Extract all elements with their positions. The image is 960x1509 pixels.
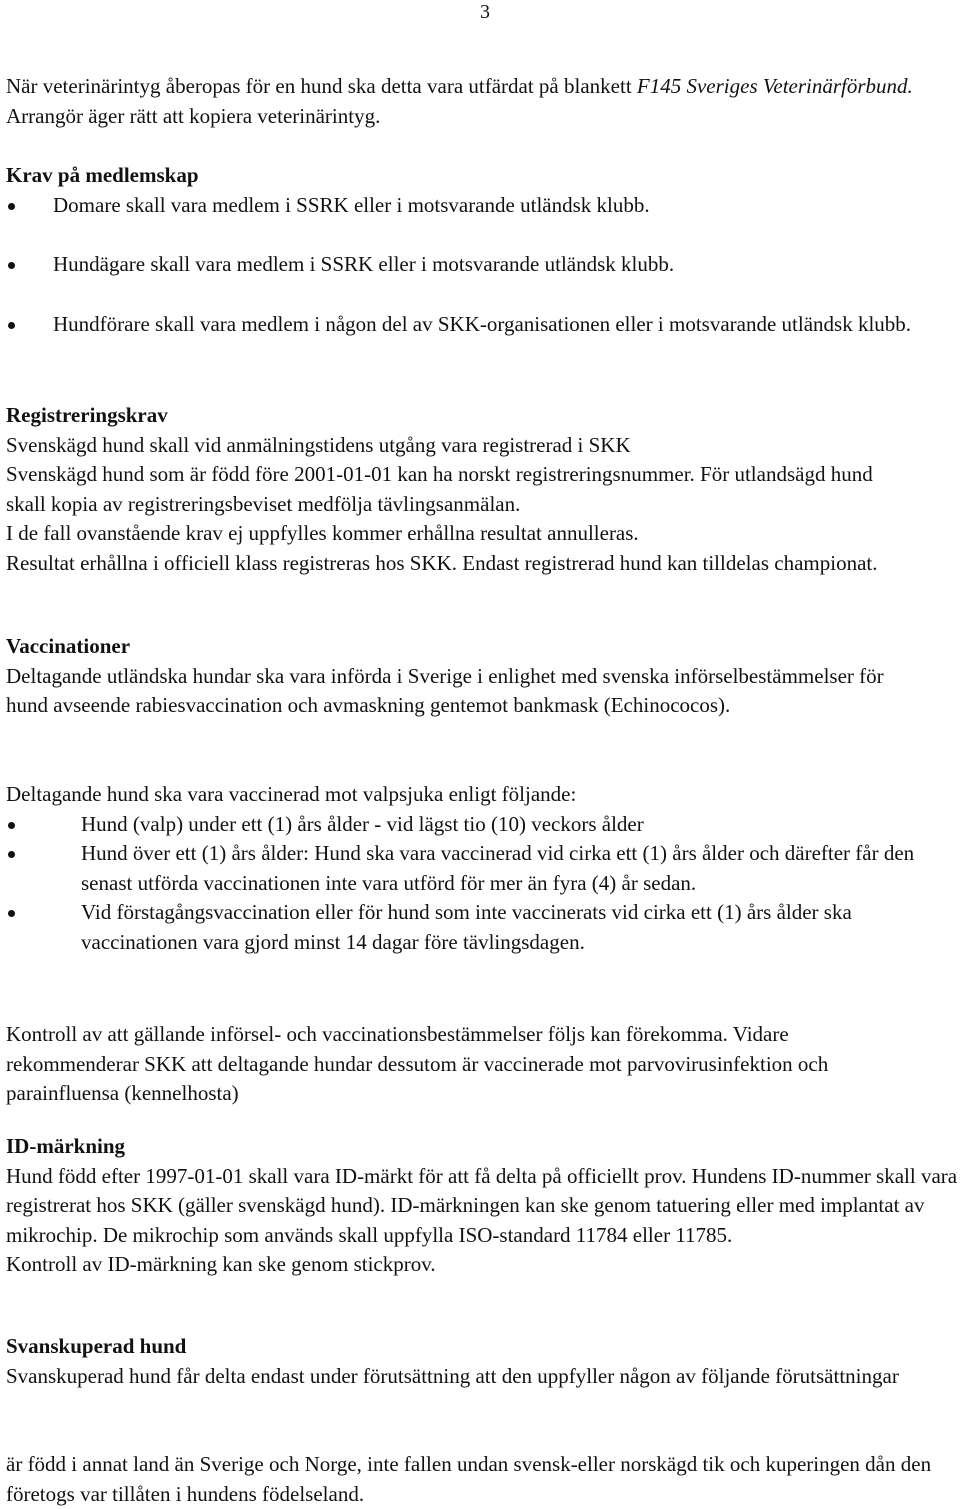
membership-list [6,191,956,340]
registration-section [6,401,956,578]
bullet-icon [8,910,15,917]
docked-tail-heading: Svanskuperad hund [6,1334,187,1358]
registration-line: I de fall ovanstående krav ej uppfylles kommer erhållna resultat annulleras. [6,521,639,545]
intro-italic-form: F145 Sveriges Veterinärförbund. [636,74,913,98]
docked-tail-section [6,1332,956,1391]
list-item [6,191,956,221]
bullet-icon [8,203,15,210]
registration-line: Svenskägd hund skall vid anmälningstidens utgång vara registrerad i SKK [6,432,631,457]
list-item-text: Vid förstagångsvaccination eller för hund som inte vaccinerats vid cirka ett (1) års ålder ska vaccinationen vara gjord minst 14 dagar före tävlingsdagen. [81,900,852,954]
vaccinations-control-block [6,1020,956,1109]
bullet-icon [8,322,15,329]
id-marking-control: Kontroll av ID-märkning kan ske genom stickprov. [6,1252,436,1276]
list-item-text: Hund (valp) under ett (1) års ålder - vid lägst tio (10) veckors ålder [81,811,644,836]
id-marking-section [6,1132,956,1280]
list-item [6,250,956,280]
bullet-icon [8,822,15,829]
id-marking-text: Hund född efter 1997-01-01 skall vara ID-märkt för att få delta på officiellt prov. Hundens ID-nummer skall vara registrerat hos SKK (gäller svenskägd hund). ID-märkningen kan ske genom tatuering eller med implantat av mikrochip. De mikrochip som används skall uppfylla ISO-standard 11784 eller 11785. [6,1163,958,1247]
bullet-icon [8,851,15,858]
intro-text-before: När veterinärintyg åberopas för en hund ska detta vara utfärdat på blankett [6,74,637,98]
registration-heading: Registreringskrav [6,403,168,427]
intro-text-after: Arrangör äger rätt att kopiera veterinärintyg. [6,103,381,128]
vaccinations-control: Kontroll av att gällande införsel- och vaccinationsbestämmelser följs kan förekomma. Vidare rekommenderar SKK att deltagande hundar dessutom är vaccinerade mot parvovirusinfektion och parainfluensa (kennelhosta) [6,1022,829,1105]
list-item-text: Hundförare skall vara medlem i någon del av SKK-organisationen eller i motsvarande utländsk klubb. [53,311,912,336]
docked-tail-condition: är född i annat land än Sverige och Norge, inte fallen undan svensk-eller norskägd tik och kuperingen dån den företogs var tillåten i hundens födelseland. [6,1452,932,1506]
membership-section [6,161,956,339]
list-item-text: Hundägare skall vara medlem i SSRK eller i motsvarande utländsk klubb. [53,252,675,276]
intro-paragraph [6,72,956,131]
membership-heading: Krav på medlemskap [6,163,199,187]
vaccinations-intro: Deltagande utländska hundar ska vara införda i Sverige i enlighet med svenska införselbestämmelser för hund avseende rabiesvaccination och avmaskning gentemot bankmask (Echinococos). [6,663,884,717]
list-item-text: Domare skall vara medlem i SSRK eller i motsvarande utländsk klubb. [53,192,650,217]
page-number: 3 [480,1,490,23]
list-item [6,810,956,840]
bullet-icon [8,262,15,269]
registration-line: Resultat erhållna i officiell klass registreras hos SKK. Endast registrerad hund kan tilldelas championat. [6,550,878,575]
vaccinations-lead-block [6,780,956,957]
list-item [6,898,941,957]
vaccinations-list [6,810,956,958]
vaccinations-lead: Deltagande hund ska vara vaccinerad mot valpsjuka enligt följande: [6,782,577,806]
list-item [6,839,941,898]
vaccinations-section [6,632,956,721]
id-marking-heading: ID-märkning [6,1134,126,1158]
list-item-text: Hund över ett (1) års ålder: Hund ska vara vaccinerad vid cirka ett (1) års ålder och därefter får den senast utförda vaccinationen inte vara utförd för mer än fyra (4) år sedan. [81,841,915,895]
registration-line: Svenskägd hund som är född före 2001-01-01 kan ha norskt registreringsnummer. För utlandsägd hund skall kopia av registreringsbeviset medfölja tävlingsanmälan. [6,462,873,516]
docked-tail-text: Svanskuperad hund får delta endast under förutsättning att den uppfyller någon av följande förutsättningar [6,1363,899,1388]
vaccinations-heading: Vaccinationer [6,634,131,658]
docked-tail-condition-block [6,1450,956,1509]
list-item [6,310,953,340]
